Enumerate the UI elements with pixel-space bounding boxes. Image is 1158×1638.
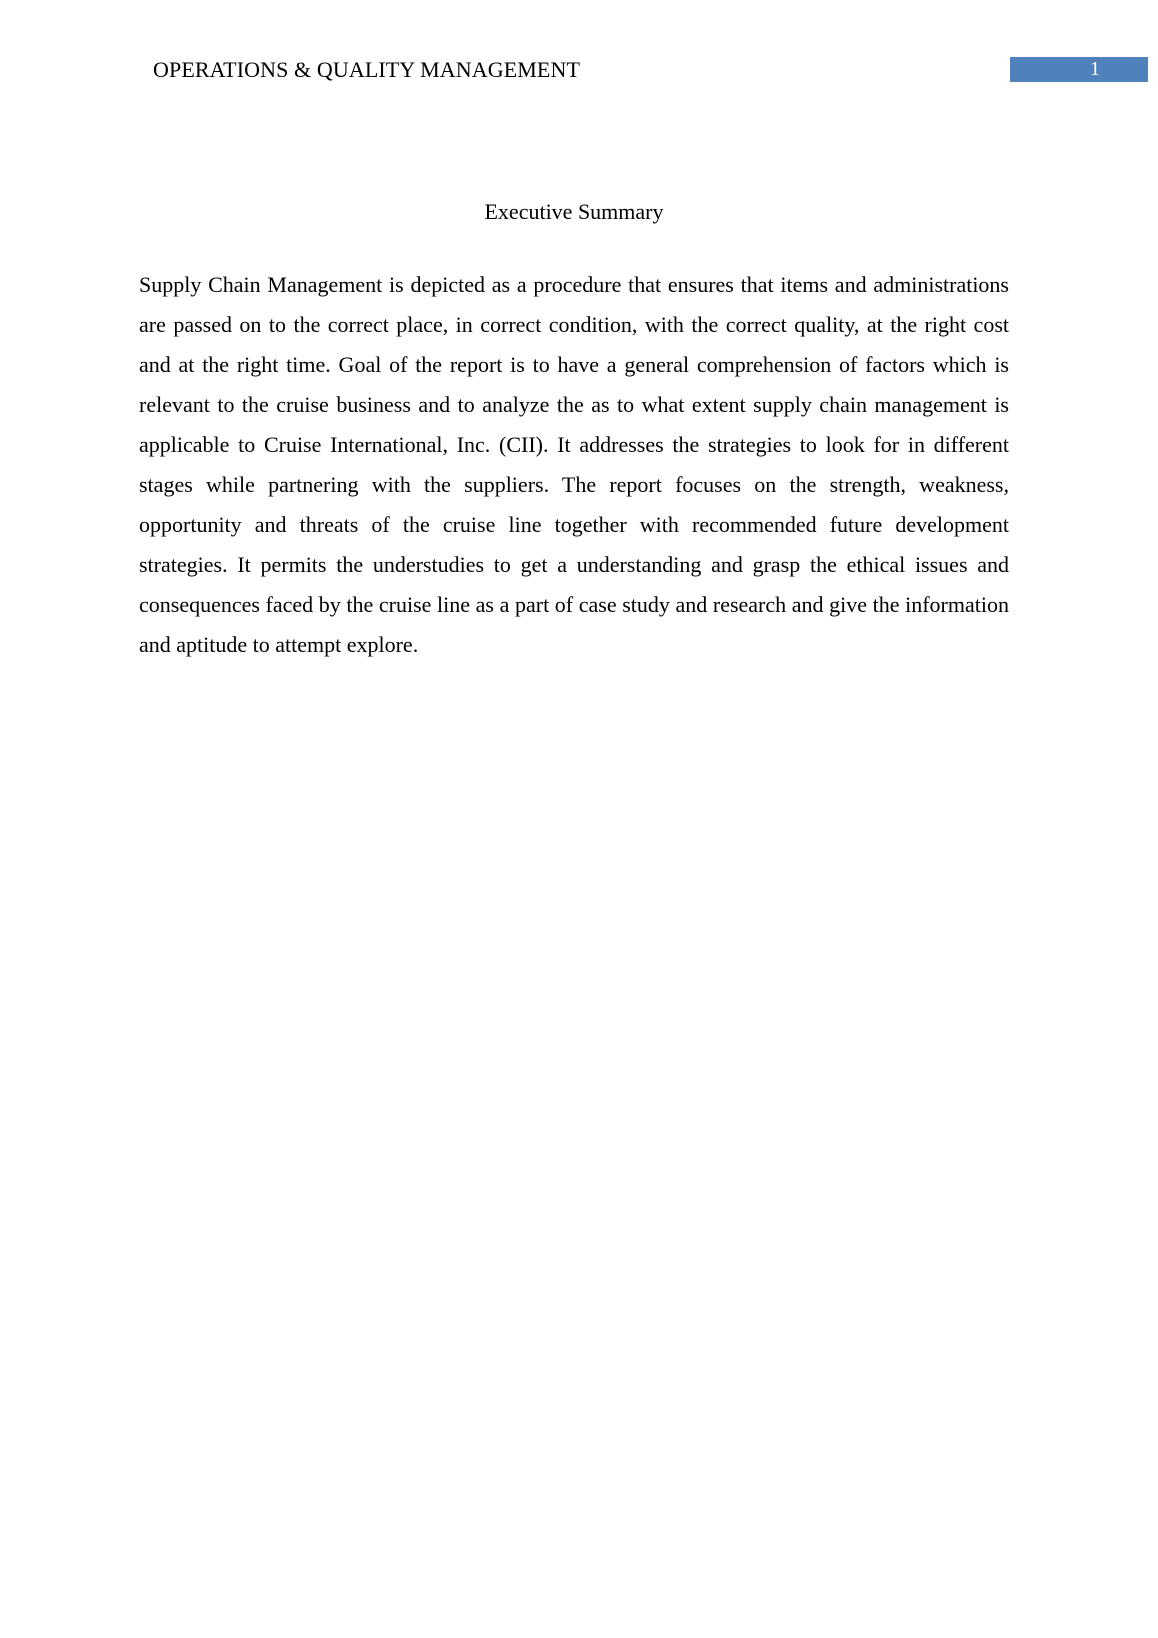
running-head: OPERATIONS & QUALITY MANAGEMENT	[153, 57, 580, 82]
executive-summary-paragraph: Supply Chain Management is depicted as a procedure that ensures that items and administrations are passed on to the correct place, in correct condition, with the correct quality, at the right cost and at the right time. Goal of the report is to have a general comprehension of factors which is relevant to the cruise business and to analyze the as to what extent supply chain management is applicable to Cruise International, Inc. (CII). It addresses the strategies to look for in different stages while partnering with the suppliers. The report focuses on the strength, weakness, opportunity and threats of the cruise line together with recommended future development strategies. It permits the understudies to get a understanding and grasp the ethical issues and consequences faced by the cruise line as a part of case study and research and give the information and aptitude to attempt explore.	[139, 272, 1009, 657]
page-number: 1	[1090, 58, 1100, 80]
section-title: Executive Summary	[484, 199, 664, 224]
page-number-badge	[1010, 57, 1148, 82]
